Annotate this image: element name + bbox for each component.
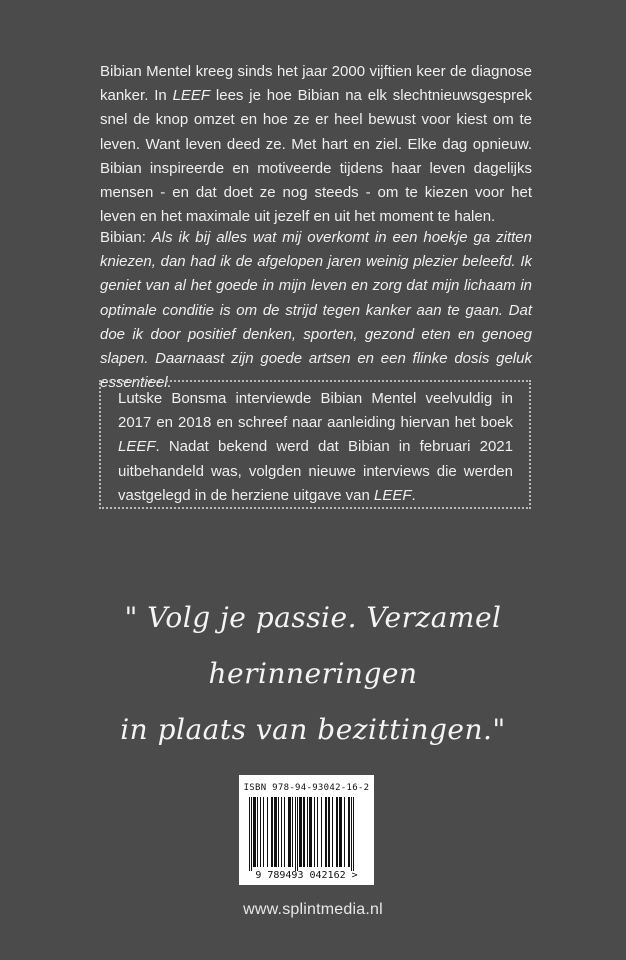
barcode-bar — [284, 797, 285, 867]
barcode-bar — [281, 797, 282, 867]
barcode-bar — [274, 797, 277, 867]
barcode-bar — [253, 797, 256, 867]
barcode-bar — [339, 797, 342, 867]
interview-paragraph — [118, 387, 513, 508]
barcode-bar — [299, 797, 302, 867]
intro-text-2: lees je hoe Bibian na elk slechtnieuwsgesprek snel de knop omzet en hoe ze er heel bewust voor kiest om te leven. Want leven deed ze. Met hart en ziel. Elke dag opnieuw. Bibian inspireerde en motiveerde tijdens haar leven dagelijks mensen - en dat doet ze nog steeds - om te kiezen voor het leven en het maximale uit jezelf en uit het moment te halen. — [100, 87, 532, 226]
barcode-bar — [271, 797, 273, 867]
barcode-bar — [317, 797, 318, 867]
isbn-label: ISBN 978-94-93042-16-2 — [243, 783, 370, 793]
interview-text-1: Lutske Bonsma interviewde Bibian Mentel veelvuldig in 2017 en 2018 en schreef naar aanleiding hiervan het boek — [118, 390, 513, 432]
barcode-bar — [344, 797, 345, 867]
motto-line-2: in plaats van bezittingen." — [120, 713, 506, 746]
barcode-bar — [278, 797, 279, 867]
barcode-bar — [307, 797, 308, 867]
handwritten-motto — [60, 590, 566, 758]
book-title-leef: LEEF — [118, 438, 156, 456]
interview-text-3: . — [411, 486, 416, 504]
barcode-bar — [292, 797, 293, 867]
barcode-bar — [328, 797, 330, 867]
barcode-bar — [336, 797, 338, 867]
quote-speaker: Bibian: — [100, 229, 152, 246]
barcode-bar — [263, 797, 264, 867]
book-title-leef: LEEF — [374, 486, 412, 504]
bibian-quote-paragraph — [100, 226, 532, 395]
ean-digits: 9 789493 042162 > — [255, 870, 358, 881]
barcode-bar — [332, 797, 333, 867]
barcode-bar — [249, 797, 250, 871]
barcode-bar — [309, 797, 312, 867]
barcode-bar — [297, 797, 298, 871]
barcode-bar — [351, 797, 352, 871]
barcode-bar — [260, 797, 261, 867]
interview-info-box — [99, 380, 531, 509]
motto-line-1: " Volg je passie. Verzamel herinneringen — [124, 601, 502, 690]
barcode-bar — [257, 797, 258, 867]
barcode-bar — [288, 797, 291, 867]
quote-text: Als ik bij alles wat mij overkomt in een hoekje ga zitten kniezen, dan had ik de afgelopen jaren weinig plezier beleefd. Ik geniet van al het goede in mijn leven en zorg dat mijn lichaam in optimale conditie is om de strijd tegen kanker aan te gaan. Dat doe ik door positief denken, sporten, gezond eten en genoeg slapen. Daarnaast zijn goede artsen en een flinke dosis geluk essentieel. — [100, 229, 532, 392]
intro-text-1: Bibian Mentel kreeg sinds het jaar 2000 vijftien keer de diagnose kanker. In — [100, 63, 532, 105]
barcode-bar — [303, 797, 305, 867]
barcode-bar — [295, 797, 296, 871]
barcode-bar — [348, 797, 350, 867]
interview-text-2: . Nadat bekend werd dat Bibian in februari 2021 uitbehandeld was, volgden nieuwe interviews die werden vastgelegd in de herziene uitgave van — [118, 438, 513, 504]
barcode-bar — [353, 797, 354, 871]
isbn-barcode — [239, 775, 374, 885]
barcode-bar — [321, 797, 322, 867]
publisher-website: www.splintmedia.nl — [243, 901, 383, 918]
barcode-bar — [251, 797, 252, 871]
barcode-bar — [314, 797, 315, 867]
intro-paragraph — [100, 60, 532, 229]
barcode-bar — [267, 797, 268, 867]
book-title-leef: LEEF — [172, 87, 211, 105]
barcode-bar — [325, 797, 327, 867]
